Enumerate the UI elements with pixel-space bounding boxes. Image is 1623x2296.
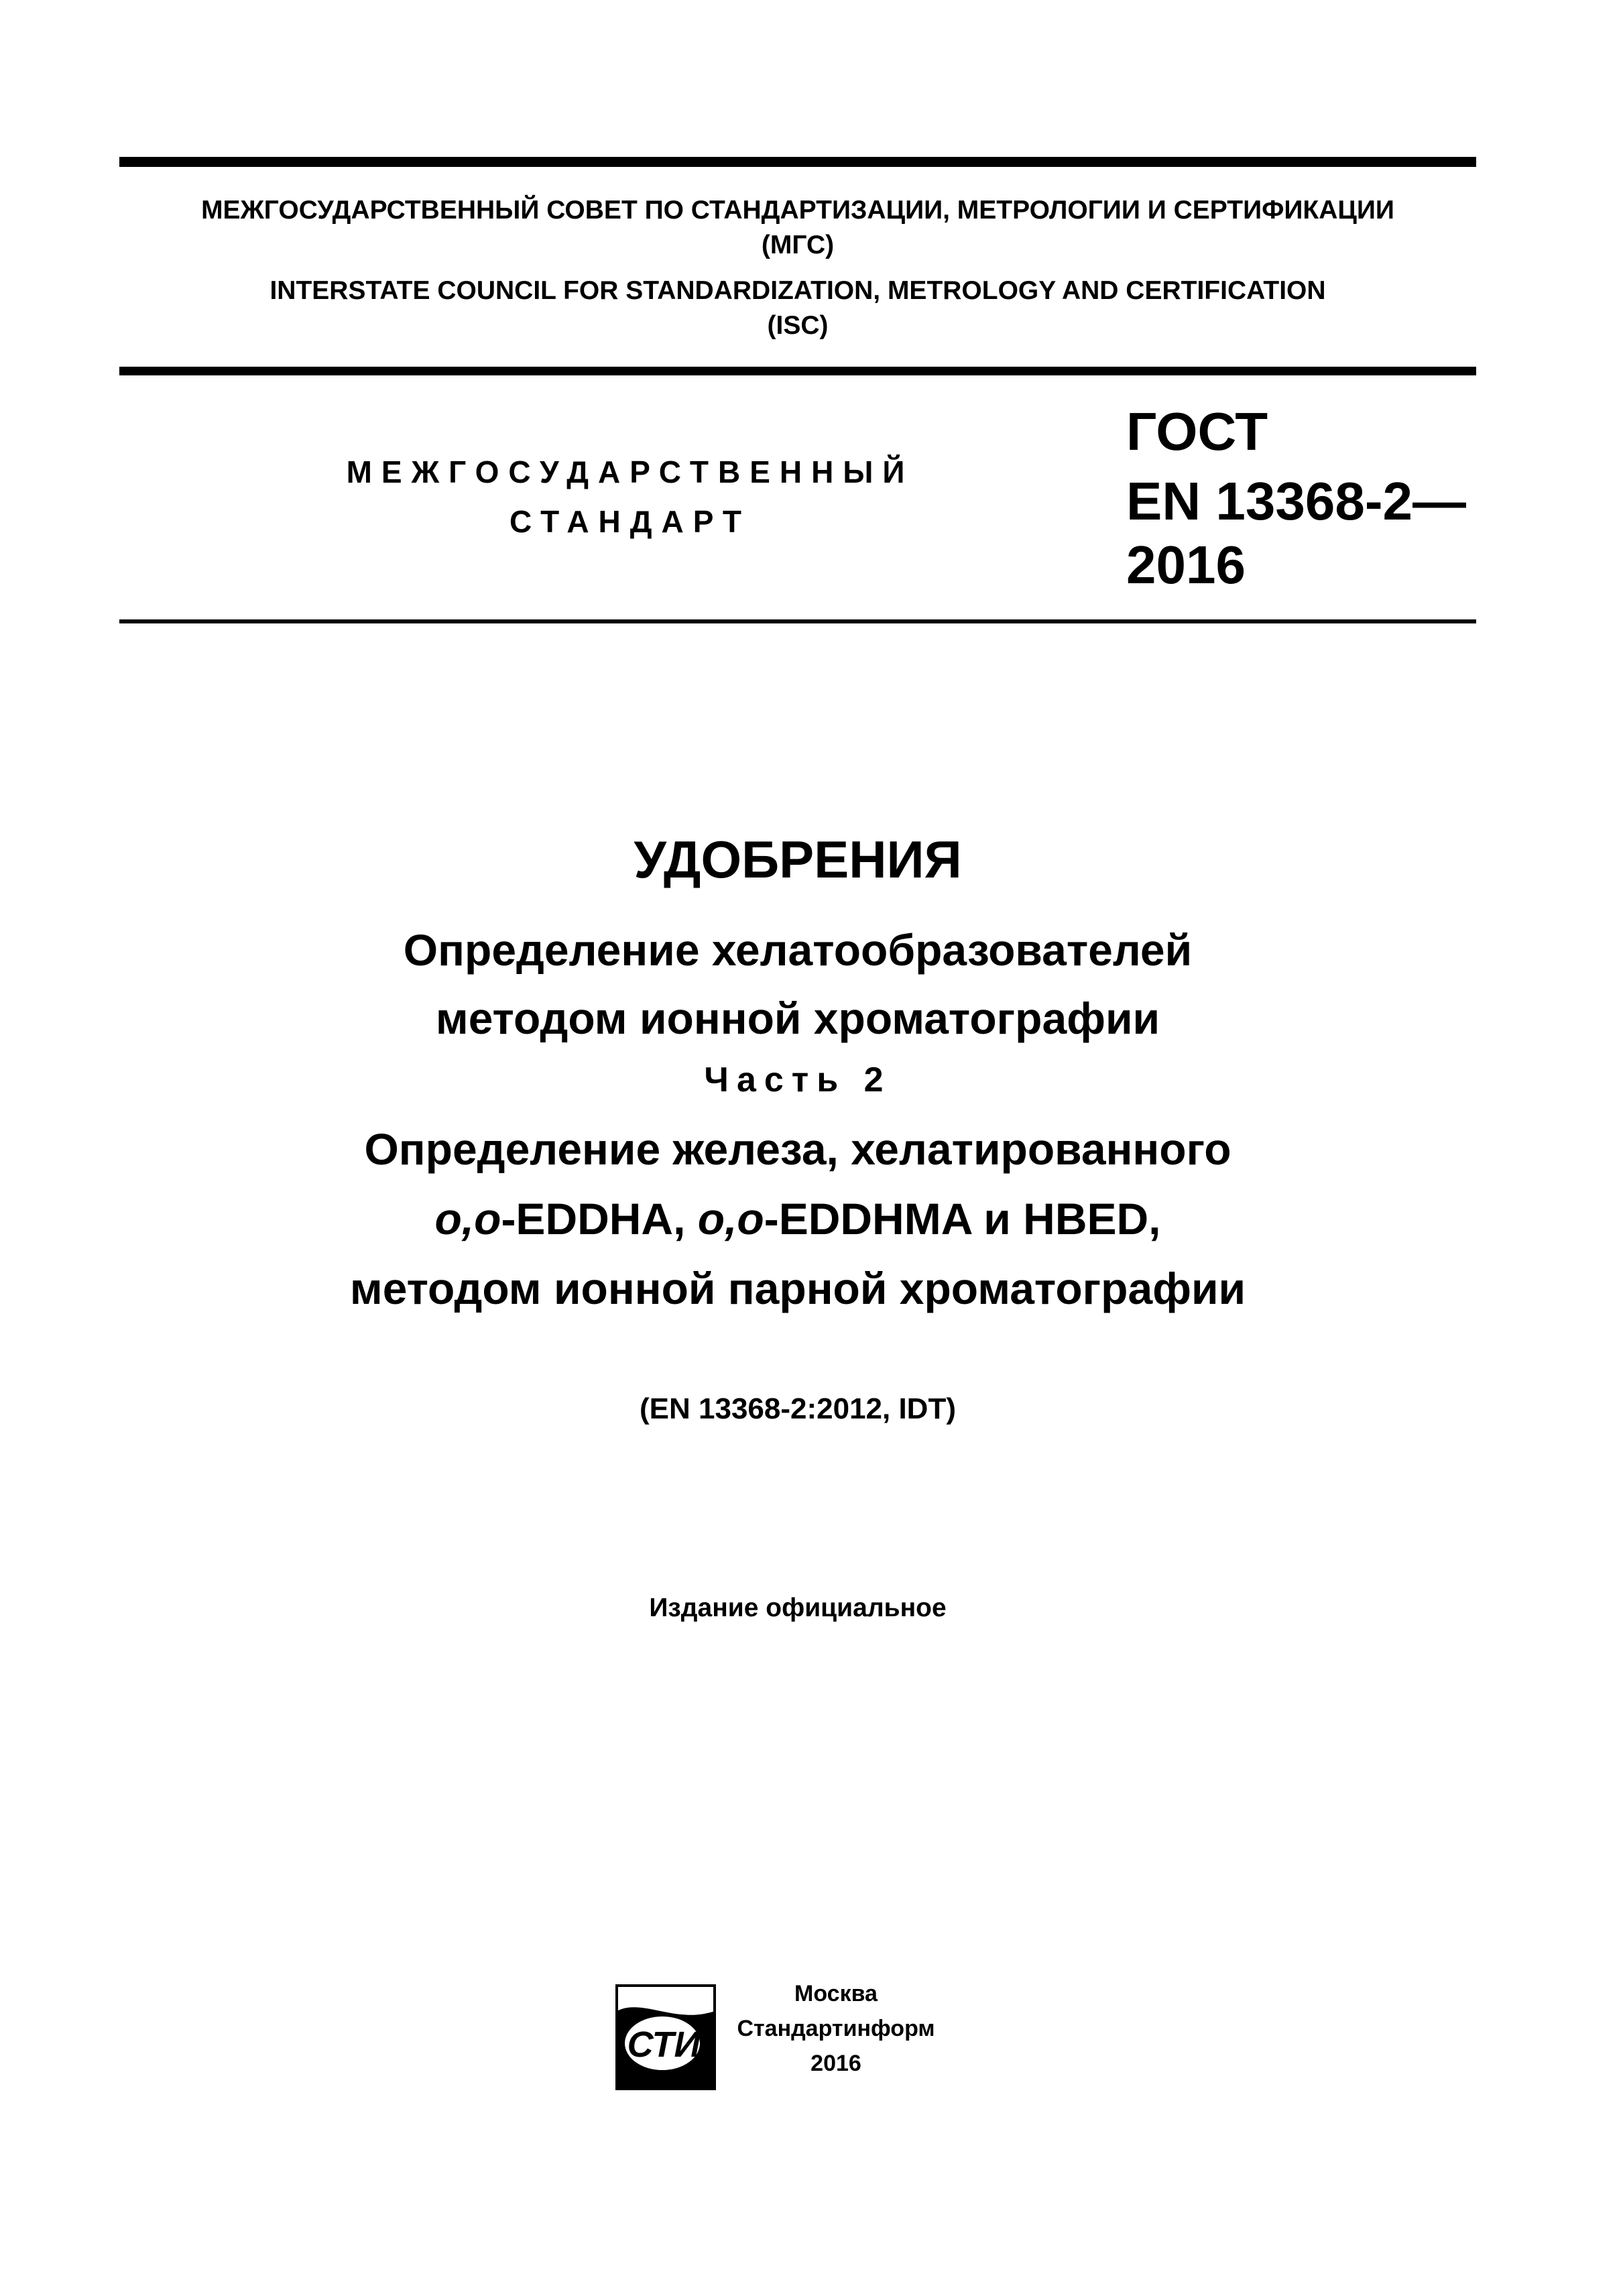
document-title: УДОБРЕНИЯ [634,830,962,889]
edition-note: Издание официальное [649,1593,947,1622]
designation-line2: EN 13368-2— [1126,471,1466,531]
logo-text: СТИ [627,2025,701,2065]
standartinform-logo-icon [615,1984,716,2090]
standard-type-line1: МЕЖГОСУДАРСТВЕННЫЙ [346,455,914,489]
part-title-eddhma: -EDDHMA и HBED, [764,1194,1161,1244]
equivalence-note: (EN 13368-2:2012, IDT) [640,1392,956,1425]
part-title [119,1114,1476,1323]
publisher-block [725,1976,947,2081]
top-rule [119,157,1476,167]
publisher-city: Москва [794,1981,878,2006]
part-title-line1: Определение железа, хелатированного [364,1124,1231,1174]
council-abbr-ru: (МГС) [761,231,835,259]
council-name-en-line1: INTERSTATE COUNCIL FOR STANDARDIZATION, METROLOGY AND CERTIFICATION [269,276,1326,305]
part-title-eddha: -EDDHA, [501,1194,698,1244]
council-name-en [119,274,1476,343]
part-title-oo-2: o,o [697,1194,764,1244]
subtitle-line1: Определение хелатообразователей [403,925,1193,975]
middle-rule [119,367,1476,375]
publisher-name: Стандартинформ [737,2016,935,2041]
document-subtitle [119,916,1476,1052]
part-label: Часть 2 [704,1061,892,1099]
council-name-ru [119,193,1476,263]
publisher-year: 2016 [810,2051,861,2076]
subtitle-line2: методом ионной хроматографии [435,993,1160,1043]
bottom-rule [119,619,1476,623]
council-name-ru-line1: МЕЖГОСУДАРСТВЕННЫЙ СОВЕТ ПО СТАНДАРТИЗАЦИИ, МЕТРОЛОГИИ И СЕРТИФИКАЦИИ [201,196,1394,225]
council-abbr-en: (ISC) [767,311,829,340]
part-title-oo-1: o,o [434,1194,501,1244]
designation-line3: 2016 [1126,535,1246,595]
designation-line1: ГОСТ [1126,402,1268,461]
standard-type-line2: СТАНДАРТ [509,504,751,539]
part-title-line2 [119,1184,1476,1254]
part-title-line3: методом ионной парной хроматографии [349,1264,1246,1313]
